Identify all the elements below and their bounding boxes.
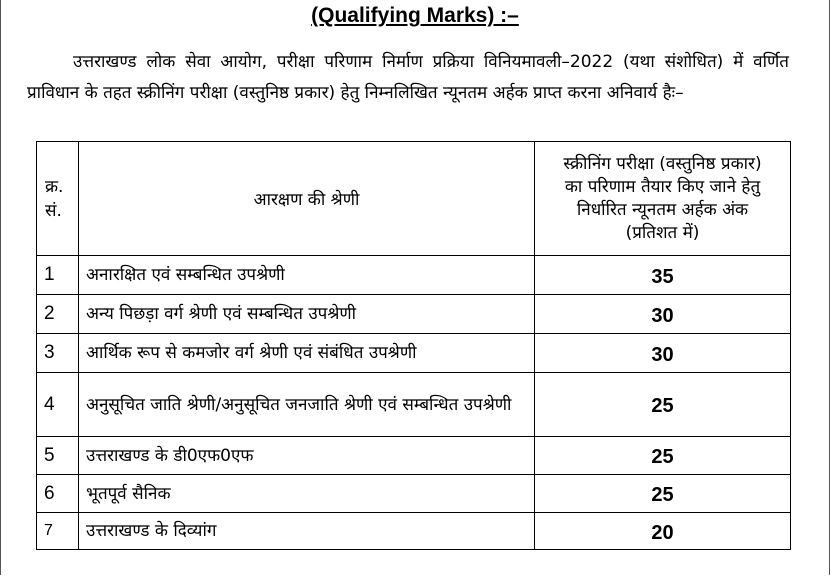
row-serial: 4 [37, 373, 79, 437]
row-category: अनारक्षित एवं सम्बन्धित उपश्रेणी [79, 256, 535, 295]
page-title [0, 4, 830, 28]
row-serial: 7 [37, 513, 79, 550]
header-serial-number [37, 142, 79, 256]
intro-text: उत्तराखण्ड लोक सेवा आयोग, परीक्षा परिणाम निर्माण प्रक्रिया विनियमावली–2022 (यथा संशोधित) में वर्णित प्राविधान के तहत स्क्रीनिंग परीक्षा (वस्तुनिष्ठ प्रकार) हेतु निम्नलिखित न्यूनतम अर्हक प्राप्त करना अनिवार्य हैः– [27, 52, 789, 103]
row-category: अन्य पिछड़ा वर्ग श्रेणी एवं सम्बन्धित उपश्रेणी [79, 295, 535, 334]
row-serial: 2 [37, 295, 79, 334]
intro-paragraph [27, 47, 789, 109]
row-category: उत्तराखण्ड के दिव्यांग [79, 513, 535, 550]
row-category: उत्तराखण्ड के डी0एफ0एफ [79, 437, 535, 475]
row-serial: 3 [37, 334, 79, 373]
header-category: आरक्षण की श्रेणी [79, 142, 535, 256]
table-row [37, 295, 791, 334]
row-marks: 25 [535, 475, 791, 513]
row-serial: 6 [37, 475, 79, 513]
header-marks-line4: (प्रतिशत में) [625, 222, 700, 243]
header-marks-line2: का परिणाम तैयार किए जाने हेतु [564, 176, 761, 197]
row-serial: 1 [37, 256, 79, 295]
header-marks-line1: स्क्रीनिंग परीक्षा (वस्तुनिष्ठ प्रकार) [563, 153, 762, 174]
row-serial: 5 [37, 437, 79, 475]
header-marks [535, 142, 791, 256]
row-marks: 25 [535, 373, 791, 437]
table-row [37, 373, 791, 437]
table-header-row [37, 142, 791, 256]
row-marks: 25 [535, 437, 791, 475]
header-serial-line1: क्र. [45, 176, 64, 197]
header-serial-line2: सं. [45, 200, 62, 221]
row-category: आर्थिक रूप से कमजोर वर्ग श्रेणी एवं संबंधित उपश्रेणी [79, 334, 535, 373]
row-marks: 20 [535, 513, 791, 550]
header-marks-line3: निर्धारित न्यूनतम अर्हक अंक [576, 199, 749, 220]
table-row [37, 513, 791, 550]
table-row [37, 256, 791, 295]
row-category: अनुसूचित जाति श्रेणी/अनुसूचित जनजाति श्रेणी एवं सम्बन्धित उपश्रेणी [79, 373, 535, 437]
row-marks: 30 [535, 334, 791, 373]
row-marks: 35 [535, 256, 791, 295]
page-title-text: (Qualifying Marks) :– [311, 4, 519, 27]
table-row [37, 475, 791, 513]
table-row [37, 437, 791, 475]
row-marks: 30 [535, 295, 791, 334]
row-category: भूतपूर्व सैनिक [79, 475, 535, 513]
table-row [37, 334, 791, 373]
qualifying-marks-table [36, 141, 791, 550]
